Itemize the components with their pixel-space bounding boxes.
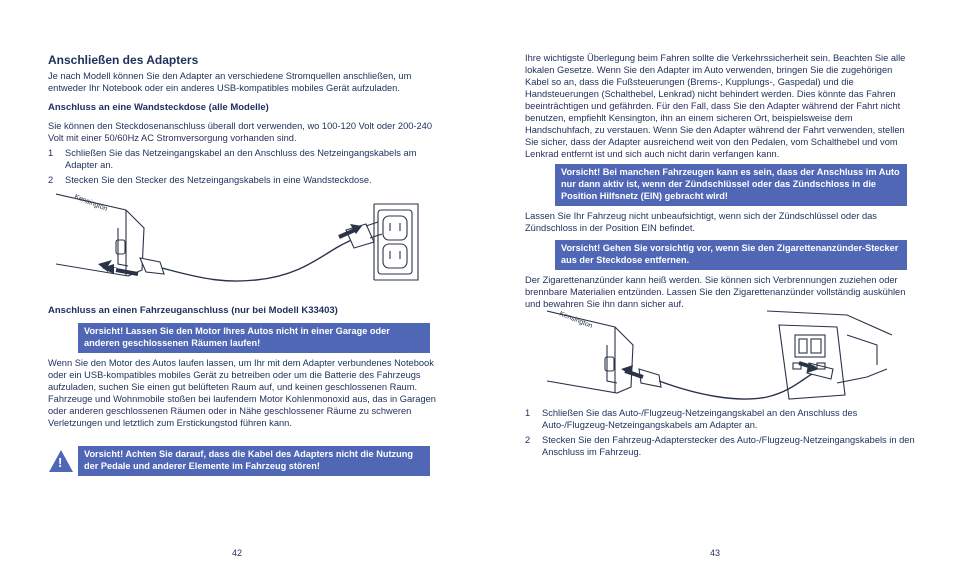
warning-symbol: ! <box>58 455 63 470</box>
warning-triangle-icon <box>48 449 74 473</box>
warning-lighter: Vorsicht! Gehen Sie vorsichtig vor, wenn Sie den Zigarettenanzünder-Stecker aus der Steckdose entfernen. <box>555 240 907 270</box>
car-outlet-illustration <box>547 305 892 403</box>
warning-cables: Vorsicht! Achten Sie darauf, dass die Kabel des Adapters nicht die Nutzung der Pedale und anderer Elemente im Fahrzeug stören! <box>78 446 430 476</box>
right-page <box>477 0 954 573</box>
intro-paragraph: Je nach Modell können Sie den Adapter an verschiedene Stromquellen anschließen, um entweder Ihr Notebook oder ein anderes USB-kompatibles mobiles Gerät aufzuladen. <box>48 71 412 93</box>
warning-ignition: Vorsicht! Bei manchen Fahrzeugen kann es sein, dass der Anschluss im Auto nur dann aktiv ist, wenn der Zündschlüssel oder das Zündschloss in die Position Hilfsnetz (EIN) gebracht wird! <box>555 164 907 206</box>
car-step-1 <box>525 407 920 433</box>
step-number: 2 <box>48 175 54 185</box>
wall-step-2 <box>48 174 438 188</box>
step-number: 2 <box>525 435 531 445</box>
wall-paragraph: Sie können den Steckdosenanschluss überall dort verwenden, wo 100-120 Volt oder 200-240 Volt mit einer 50/60Hz AC Stromversorgung vorhanden sind. <box>48 121 433 143</box>
car-step-2 <box>525 434 920 460</box>
section-title: Anschließen des Adapters <box>48 53 199 67</box>
adapter-brand-label: Kensington <box>73 193 109 213</box>
wall-heading: Anschluss an eine Wandsteckdose (alle Modelle) <box>48 102 269 113</box>
wall-outlet-illustration <box>56 188 426 283</box>
step-number: 1 <box>48 148 54 158</box>
step-text: Schließen Sie das Netzeingangskabel an den Anschluss des Netzeingangskabels am Adapter an. <box>65 148 417 170</box>
engine-paragraph: Wenn Sie den Motor des Autos laufen lassen, um Ihr mit dem Adapter verbundenes Notebook oder ein USB-kompatibles mobiles Gerät zu betreiben oder um die Batterie des Fahrzeugs aufzuladen, suchen Sie einen gut belüfteten Raum auf, und keinen geschlossenen Raum. Fahrzeuge und Wohnmobile stoßen bei laufendem Motor Kohlenmonoxid aus, das in Garagen oder anderen geschlossenen Räumen oder in Nähe geschlossener Räume zu schweren Verletzungen und letztlich zum Erstickungstod führen kann. <box>48 358 436 428</box>
wall-step-1 <box>48 147 438 173</box>
step-text: Stecken Sie den Fahrzeug-Adapterstecker des Auto-/Flugzeug-Netzeingangskabels in den Anschluss im Fahrzeug. <box>542 435 915 457</box>
adapter-brand-label: Kensington <box>558 310 594 330</box>
lighter-paragraph: Der Zigarettenanzünder kann heiß werden. Sie können sich Verbrennungen zuziehen oder brennbare Materialien entzünden. Lassen Sie den Zigarettenanzünder vollständig auskühlen und bewahren Sie ihn dann sicher auf. <box>525 275 906 309</box>
step-text: Schließen Sie das Auto-/Flugzeug-Netzeingangskabel an den Anschluss des Auto-/Flugzeug-Netzeingangskabels am Adapter an. <box>542 408 858 430</box>
step-number: 1 <box>525 408 531 418</box>
safety-paragraph: Ihre wichtigste Überlegung beim Fahren sollte die Verkehrssicherheit sein. Beachten Sie alle lokalen Gesetze. Wenn Sie den Adapter im Auto verwenden, bringen Sie die zugehörigen Kabel so an, dass die Fußsteuerungen (Brems-, Kupplungs-, Gaspedal) und die Handsteuerungen (Schalthebel, Lenkrad) nicht behindert werden. Dies könnte das Fahren beeinträchtigen und gefährden. Für den Fall, dass Sie den Adapter während der Fahrt nicht benutzen, empfiehlt Kensington, ihn an einem sicheren Ort, beispielsweise dem Handschuhfach, zu verstauen. Wenn Sie den Adapter während der Fahrt verwenden, stellen Sie sicher, dass der Adapter ausreichend weit von den Pedalen, vom Schalthebel und vom Lenkrad entfernt ist und sich auch nicht darin verfangen kann. <box>525 53 906 159</box>
step-text: Stecken Sie den Stecker des Netzeingangskabels in eine Wandsteckdose. <box>65 175 372 185</box>
unattended-paragraph: Lassen Sie Ihr Fahrzeug nicht unbeaufsichtigt, wenn sich der Zündschlüssel oder das Zündschloss in der Position EIN befindet. <box>525 211 877 233</box>
car-heading: Anschluss an einen Fahrzeuganschluss (nur bei Modell K33403) <box>48 305 338 316</box>
page-number: 43 <box>710 548 721 558</box>
page-number: 42 <box>232 548 243 558</box>
warning-garage: Vorsicht! Lassen Sie den Motor Ihres Autos nicht in einer Garage oder anderen geschlossenen Räumen laufen! <box>78 323 430 353</box>
